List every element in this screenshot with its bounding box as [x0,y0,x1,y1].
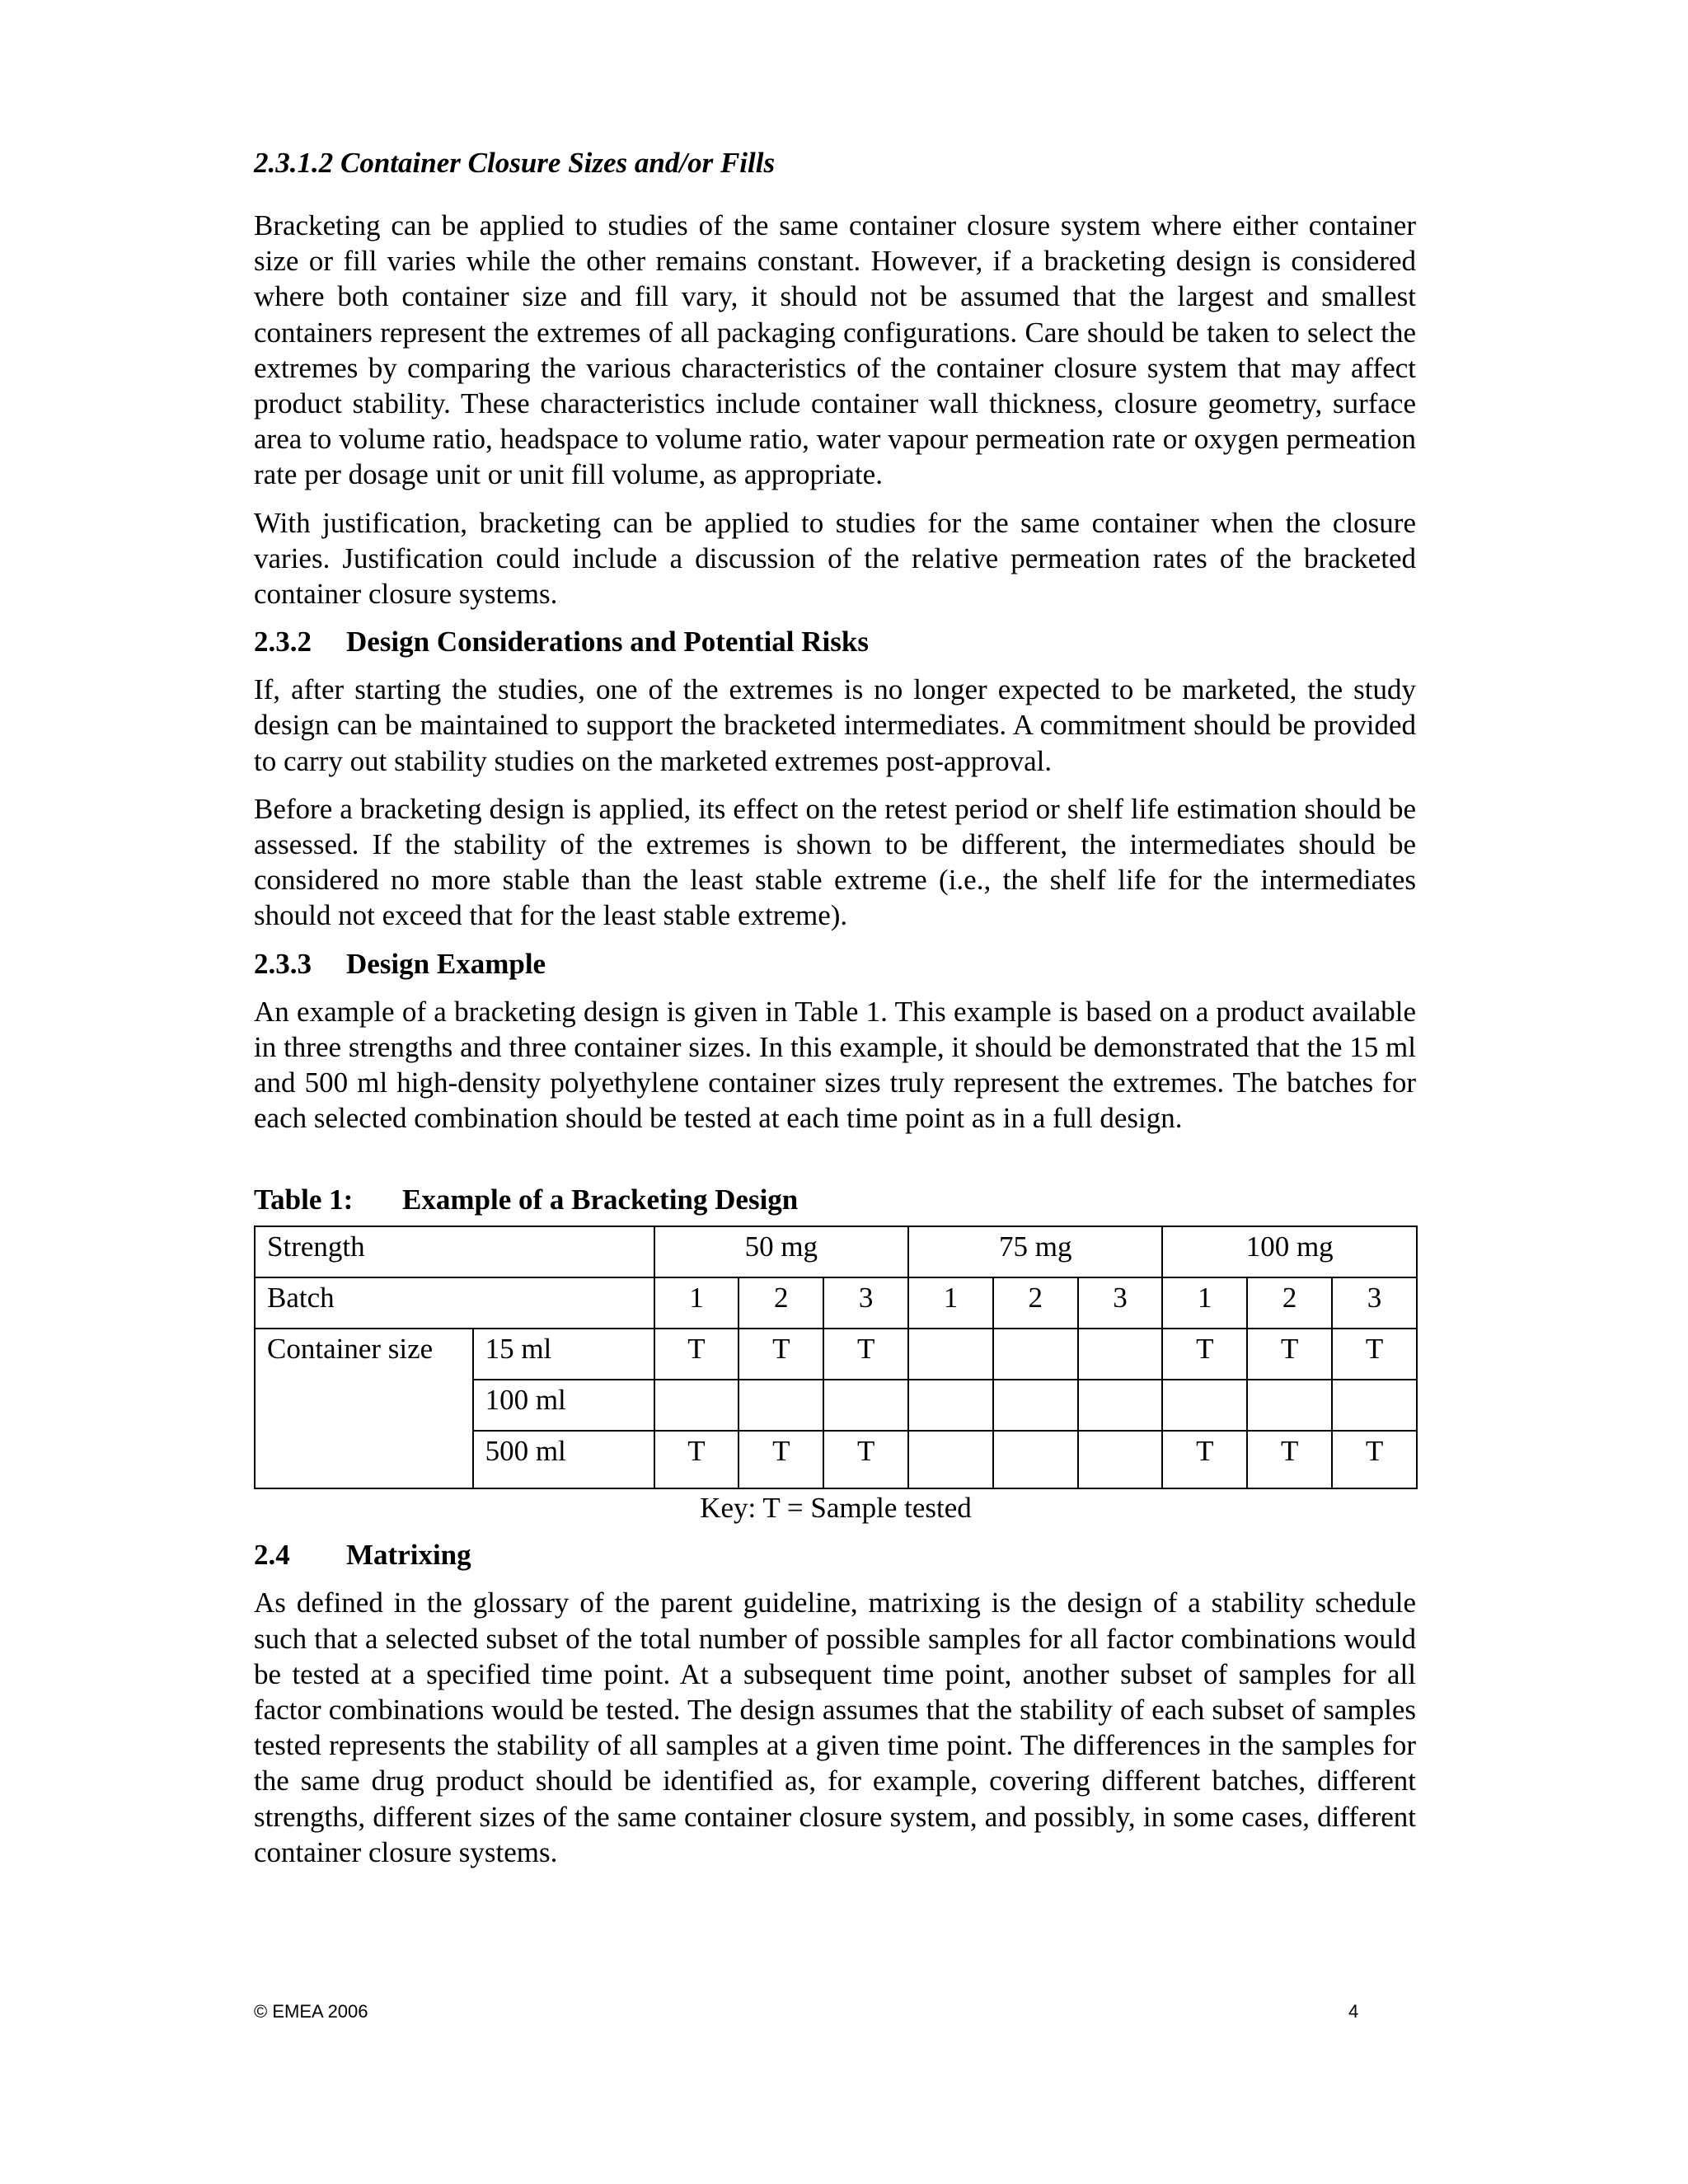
test-cell [1078,1431,1163,1488]
bracketing-design-table [254,1226,1418,1489]
table-row [255,1329,1417,1380]
batch-cell: 3 [1332,1277,1417,1329]
batch-cell: 1 [654,1277,739,1329]
heading-2-4 [254,1537,1416,1572]
test-cell [1332,1380,1417,1431]
test-cell [993,1380,1078,1431]
document-page [254,140,1416,1882]
test-cell [1162,1380,1247,1431]
test-cell: T [654,1329,739,1380]
batch-cell: 3 [1078,1277,1163,1329]
test-cell [823,1380,908,1431]
table-row [255,1380,1417,1431]
test-cell [908,1380,993,1431]
section-number: 2.4 [254,1539,290,1572]
test-cell [993,1329,1078,1380]
test-cell: T [738,1329,823,1380]
batch-cell: 1 [908,1277,993,1329]
test-cell [1078,1380,1163,1431]
paragraph: As defined in the glossary of the parent guideline, matrixing is the design of a stability schedule such that a selected subset of the total number of possible samples for all factor combinations would be tested at a specified time point. At a subsequent time point, another subset of samples for all factor combinations would be tested. The design assumes that the stability of each subset of samples tested represents the stability of all samples at a given time point. The differences in the samples for the same drug product should be identified as, for example, covering different batches, different strengths, different sizes of the same container closure system, and possibly, in some cases, different container closure systems. [254,1586,1416,1868]
test-cell: T [1247,1329,1332,1380]
container-size-cell: 500 ml [473,1431,654,1488]
batch-cell: 1 [1162,1277,1247,1329]
test-cell [908,1329,993,1380]
batch-cell: 2 [993,1277,1078,1329]
strength-header-cell: 100 mg [1162,1226,1417,1277]
strength-header-cell: 50 mg [654,1226,908,1277]
container-size-spacer-cell [255,1380,473,1431]
section-title: Design Example [346,947,546,980]
paragraph: If, after starting the studies, one of the extremes is no longer expected to be marketed, the study design can be maintained to support the bracketed intermediates. A commitment should be provided to carry out stability studies on the marketed extremes post-approval. [254,673,1416,777]
section-title: Matrixing [346,1539,471,1572]
strength-label-cell: Strength [255,1226,654,1277]
table-key: Key: T = Sample tested [700,1492,972,1525]
section-number: 2.3.2 [254,626,312,658]
table-label: Table 1: [254,1183,354,1216]
container-size-cell: 100 ml [473,1380,654,1431]
test-cell [1078,1329,1163,1380]
heading-2-3-2 [254,624,1416,659]
test-cell: T [1162,1431,1247,1488]
footer-copyright: © EMEA 2006 [254,2001,368,2022]
paragraph: Before a bracketing design is applied, its effect on the retest period or shelf life estimation should be assessed. If the stability of the extremes is shown to be different, the intermediates should be considered no more stable than the least stable extreme (i.e., the shelf life for the intermediates should not exceed that for the least stable extreme). [254,792,1416,932]
page-number: 4 [1348,2001,1359,2022]
paragraph: Bracketing can be applied to studies of the same container closure system where either container size or fill varies while the other remains constant. However, if a bracketing design is considered where both container size and fill vary, it should not be assumed that the largest and smallest containers represent the extremes of all packaging configurations. Care should be taken to select the extremes by comparing the various characteristics of the container closure system that may affect product stability. These characteristics include container wall thickness, closure geometry, surface area to volume ratio, headspace to volume ratio, water vapour permeation rate or oxygen permeation rate per dosage unit or unit fill volume, as appropriate. [254,209,1416,491]
test-cell [1247,1380,1332,1431]
test-cell: T [738,1431,823,1488]
test-cell [654,1380,739,1431]
test-cell [993,1431,1078,1488]
section-title: Design Considerations and Potential Risks [346,626,869,658]
test-cell [908,1431,993,1488]
table-row [255,1226,1417,1277]
paragraph: An example of a bracketing design is given in Table 1. This example is based on a product available in three strengths and three container sizes. In this example, it should be demonstrated that the 15 ml and 500 ml high-density polyethylene container sizes truly represent the extremes. The batches for each selected combination should be tested at each time point as in a full design. [254,995,1416,1135]
test-cell: T [1332,1329,1417,1380]
test-cell: T [1332,1431,1417,1488]
test-cell: T [1162,1329,1247,1380]
batch-cell: 3 [823,1277,908,1329]
paragraph: With justification, bracketing can be applied to studies for the same container when the closure varies. Justification could include a discussion of the relative permeation rates of the bracketed container closure systems. [254,506,1416,611]
container-size-label-cell: Container size [255,1329,473,1380]
test-cell: T [823,1431,908,1488]
table-title: Example of a Bracketing Design [402,1183,799,1216]
test-cell: T [823,1329,908,1380]
section-number: 2.3.3 [254,947,312,980]
batch-cell: 2 [1247,1277,1332,1329]
container-size-spacer-cell [255,1431,473,1488]
table-caption [254,1182,1416,1217]
batch-cell: 2 [738,1277,823,1329]
heading-2-3-3 [254,946,1416,982]
strength-header-cell: 75 mg [908,1226,1162,1277]
heading-2-3-1-2: 2.3.1.2 Container Closure Sizes and/or Fills [254,147,776,179]
batch-label-cell: Batch [255,1277,654,1329]
test-cell: T [1247,1431,1332,1488]
table-row [255,1431,1417,1488]
table-row [255,1277,1417,1329]
test-cell: T [654,1431,739,1488]
test-cell [738,1380,823,1431]
container-size-cell: 15 ml [473,1329,654,1380]
